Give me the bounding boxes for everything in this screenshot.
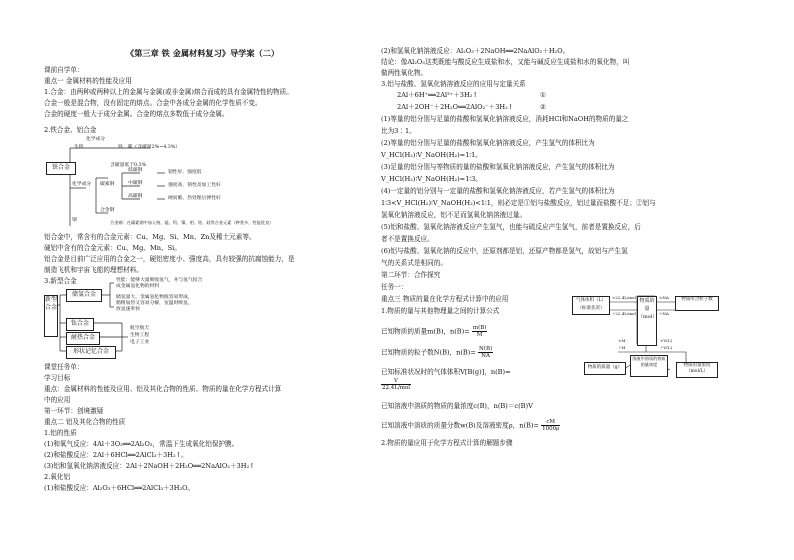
equation-marker: ②: [540, 103, 546, 111]
text-line: V_HCl(H₂)∶V_NaOH(H₂)=1∶1。: [381, 151, 482, 159]
high-carbon-label: 高碳钢: [128, 194, 143, 199]
particles-box: 物质所含粒子数: [675, 296, 719, 311]
solution-box: 溶液中溶质的物质的量浓度: [630, 355, 668, 377]
denominator: 22.4L/mol: [382, 385, 411, 391]
chem-comp-label: 化学成分: [72, 182, 92, 187]
text-line: (2)和氢氧化钠溶液反应：Al₂O₃＋2NaOH══2NaAlO₂＋H₂O。: [381, 47, 570, 55]
h2-note: 储氢量大，金属氢化物既容易形成，: [116, 295, 193, 300]
h2-note: 稍稍加热又容易分解，室温时吸氢、: [116, 301, 193, 306]
text-line: 中的应用: [44, 396, 71, 404]
text-line: 重点二 铝及其化合物的性质: [44, 418, 126, 426]
use-note: 生物工程: [130, 333, 150, 338]
text-line: 氢氧化钠溶液反应，铝不足而氢氧化钠溶液过量。: [381, 211, 527, 219]
text-line: (5)铝和盐酸、氢氧化钠溶液反应产生氢气，也能与硫反应产生氢气，前者是置换反应，后: [381, 223, 641, 231]
text-line: 重点一 金属材料的性能及应用: [44, 77, 132, 85]
text-line: 课堂任务单：: [44, 363, 84, 371]
formula-prefix: 已知物质的质量m(B)，n(B)=: [381, 327, 470, 336]
denominator: M: [476, 332, 483, 338]
equation: 2Al＋2OH⁻＋2H₂O══2AlO₂⁻＋3H₂↑: [397, 103, 514, 111]
page-title: 《第三章 铁 金属材料复习》导学案（二）: [126, 48, 280, 58]
steel-label: 钢: [72, 218, 77, 223]
mid-carbon-property: 强度高、韧性及加工性好: [168, 183, 221, 188]
op-label: ×NA: [659, 295, 669, 300]
equation-marker: ①: [540, 91, 546, 99]
text-line: 制造飞机和宇宙飞船的理想材料。: [44, 266, 143, 274]
text-line: (1)和盐酸反应：Al₂O₃＋6HCl══2AlCl₃＋3H₂O。: [44, 484, 195, 492]
text-line: 任务一：: [381, 283, 408, 291]
text-line: 合金的硬度一般大于成分金属。合金的熔点多数低于成分金属。: [44, 110, 229, 118]
cast-iron-label: 生铁: [74, 145, 84, 150]
mass-box: 物质的质量（g）: [584, 362, 626, 375]
alloy-steel-label: 合金钢: [100, 208, 115, 213]
text-line: 2.物质的量应用于化学方程式计算的解题步骤: [381, 439, 513, 447]
text-line: 比为3∶1。: [381, 127, 416, 135]
op-label: ×22.4L/mol: [612, 295, 636, 300]
text-line: 3.铝与盐酸、氢氧化钠溶液反应的应用与定量关系: [381, 80, 526, 88]
text-line: 课前自学单：: [44, 66, 84, 74]
text-line: 2.氧化铝: [44, 473, 71, 481]
alloy-steel-note: 合金钢：在碳素钢中加入铬、锰、钨、镍、钼、钴、硅等合金元素（种类多，性能优良）: [110, 220, 274, 225]
text-line: 第一环节：创境激疑: [44, 407, 104, 415]
text-line: (1)等量的铝分别与足量的盐酸和氢氧化钠溶液反应，消耗HCl和NaOH的物质的量之: [381, 115, 629, 123]
gas-volume-box: 气体体积（L）（标准状况）: [572, 296, 610, 315]
use-note: 航空航天: [130, 326, 150, 331]
text-line: (3)铝和氢氧化钠溶液反应：2Al＋2NaOH＋2H₂O══2NaAlO₂＋3H₂↑: [44, 462, 255, 470]
numerator: V: [381, 378, 411, 385]
text-line: 者不是置换反应。: [381, 235, 434, 243]
text-line: 气的关系式是相同的。: [381, 259, 447, 267]
iron-alloy-box: 铁合金: [46, 162, 76, 175]
h2-note: 成金属氢化物的材料: [116, 284, 160, 289]
mid-carbon-label: 中碳钢: [128, 181, 143, 186]
text-line: 3.新型合金: [44, 277, 77, 285]
alloy-item: 形状记忆合金: [66, 346, 116, 359]
text-line: 学习目标: [44, 374, 71, 382]
text-line: (2)等量的铝分别与足量的盐酸和氢氧化钠溶液反应，产生氢气的体积比为: [381, 139, 595, 147]
text-line: (4)一定量的铝分别与一定量的盐酸和氢氧化钠溶液反应，若产生氢气的体积比为: [381, 187, 615, 195]
alloy-item: 耐热合金: [66, 332, 100, 345]
text-line: 重点：金属材料的性能及应用、铝及其化合物的性质、物质的量在化学方程式计算: [44, 385, 282, 393]
text-line: 铝合金是目前广泛应用的合金之一，硬铝密度小、强度高，具有较强的抗腐蚀能力，是: [44, 255, 295, 263]
op-label: ÷NA: [659, 311, 669, 316]
h2-note: 性能：能够大量吸收氢气，并与氢气结合: [116, 278, 203, 283]
text-line: 2.铁合金、铝合金: [44, 126, 97, 134]
op-label: ÷V(L): [660, 345, 673, 350]
text-line: 做两性氧化物。: [381, 69, 428, 77]
formula-prefix: 已知物质的粒子数N(B)，n(B)=: [381, 348, 476, 357]
concentration-box: 物质的量浓度（mol/L）: [676, 362, 718, 378]
low-carbon-label: 低碳钢: [128, 168, 143, 173]
text-line: V_HCl(H₂)∶V_NaOH(H₂)=1∶3。: [381, 175, 482, 183]
alloy-item: 储氢合金: [66, 289, 102, 302]
text-line: 第二环节：合作探究: [381, 271, 441, 279]
numerator: cM: [541, 419, 560, 426]
text-line: 铝合金中，常含有的合金元素：Cu、Mg、Si、Mn、Zn及稀土元素等。: [44, 233, 256, 241]
composition-label: 化学成分: [86, 137, 106, 142]
text-line: 已知溶液中溶质的物质的量浓度c(B)，n(B)＝c(B)V: [381, 402, 533, 410]
formula-prefix: 已知溶液中溶质的质量分数w(B)及溶液密度ρ，n(B)=: [381, 421, 539, 430]
text-line: 重点三 物质的量在化学方程式计算中的应用: [381, 295, 509, 303]
text-line: 结论：像Al₂O₃这类既能与酸反应生成盐和水，又能与碱反应生成盐和水的氧化物，叫: [381, 58, 630, 66]
new-alloy-root: 新型合金: [44, 295, 58, 337]
text-line: (3)足量的铝分别与等物质的量的盐酸和氢氧化钠溶液反应，产生氢气的体积比为: [381, 163, 615, 171]
moles-center-box: 物质的量（mol）: [637, 296, 657, 346]
text-line: 1.合金：由两种或两种以上的金属与金属(或非金属)熔合而成的具有金属特性的物质。: [44, 88, 293, 96]
alloy-item: 钛合金: [66, 318, 94, 331]
text-line: 合金一般是混合物，没有固定的熔点。合金中各成分金属的化学性质不变。: [44, 99, 262, 107]
formula-prefix: 已知标准状况时的气体体积V[B(g)]，n(B)=: [381, 368, 511, 376]
carbon-steel-label: 碳素钢: [100, 182, 115, 187]
op-label: ÷22.4L/mol: [612, 311, 636, 316]
denominator: NA: [481, 353, 490, 359]
numerator: N(B): [478, 346, 493, 352]
text-line: 硬铝中含有的合金元素：Cu、Mg、Mn、Si。: [44, 244, 181, 252]
op-label: ×V(L): [660, 338, 673, 343]
carbon-content-label: 铁、碳（含碳量2%~4.3%）: [118, 145, 181, 150]
denominator: 1000ρ: [542, 426, 560, 432]
equation: 2Al＋6H⁺══2Al³⁺＋3H₂↑: [397, 91, 478, 99]
use-note: 电子工业: [130, 340, 150, 345]
low-carbon-property: 韧性好、强度低: [168, 170, 202, 175]
text-line: 1∶3<V_HCl(H₂)∶V_NaOH(H₂)<1∶1，则必定是①铝与盐酸反应，铝过量而盐酸不足；②铝与: [381, 199, 656, 207]
text-line: (6)铝与盐酸、氢氧化钠的反应中，还原剂都是铝，还原产物都是氢气，故铝与产生氢: [381, 247, 628, 255]
numerator: m(B): [472, 325, 487, 331]
text-line: 1.物质的量与其他物理量之间的计算公式: [381, 307, 500, 315]
text-line: (2)和盐酸反应：2Al＋6HCl══2AlCl₃＋3H₂↑。: [44, 451, 188, 459]
op-label: ×M: [618, 338, 626, 343]
low-carbon-range: 含碳量低于0.3%: [110, 163, 147, 168]
op-label: ÷M: [618, 345, 626, 350]
text-line: (1)和氧气反应：4Al＋3O₂══2Al₂O₃，常温下生成氧化铝保护膜。: [44, 440, 239, 448]
high-carbon-property: 硬而脆、热处理后弹性好: [168, 196, 221, 201]
text-line: 1.铝的性质: [44, 429, 77, 437]
h2-note: 放氢速率快: [116, 307, 140, 312]
